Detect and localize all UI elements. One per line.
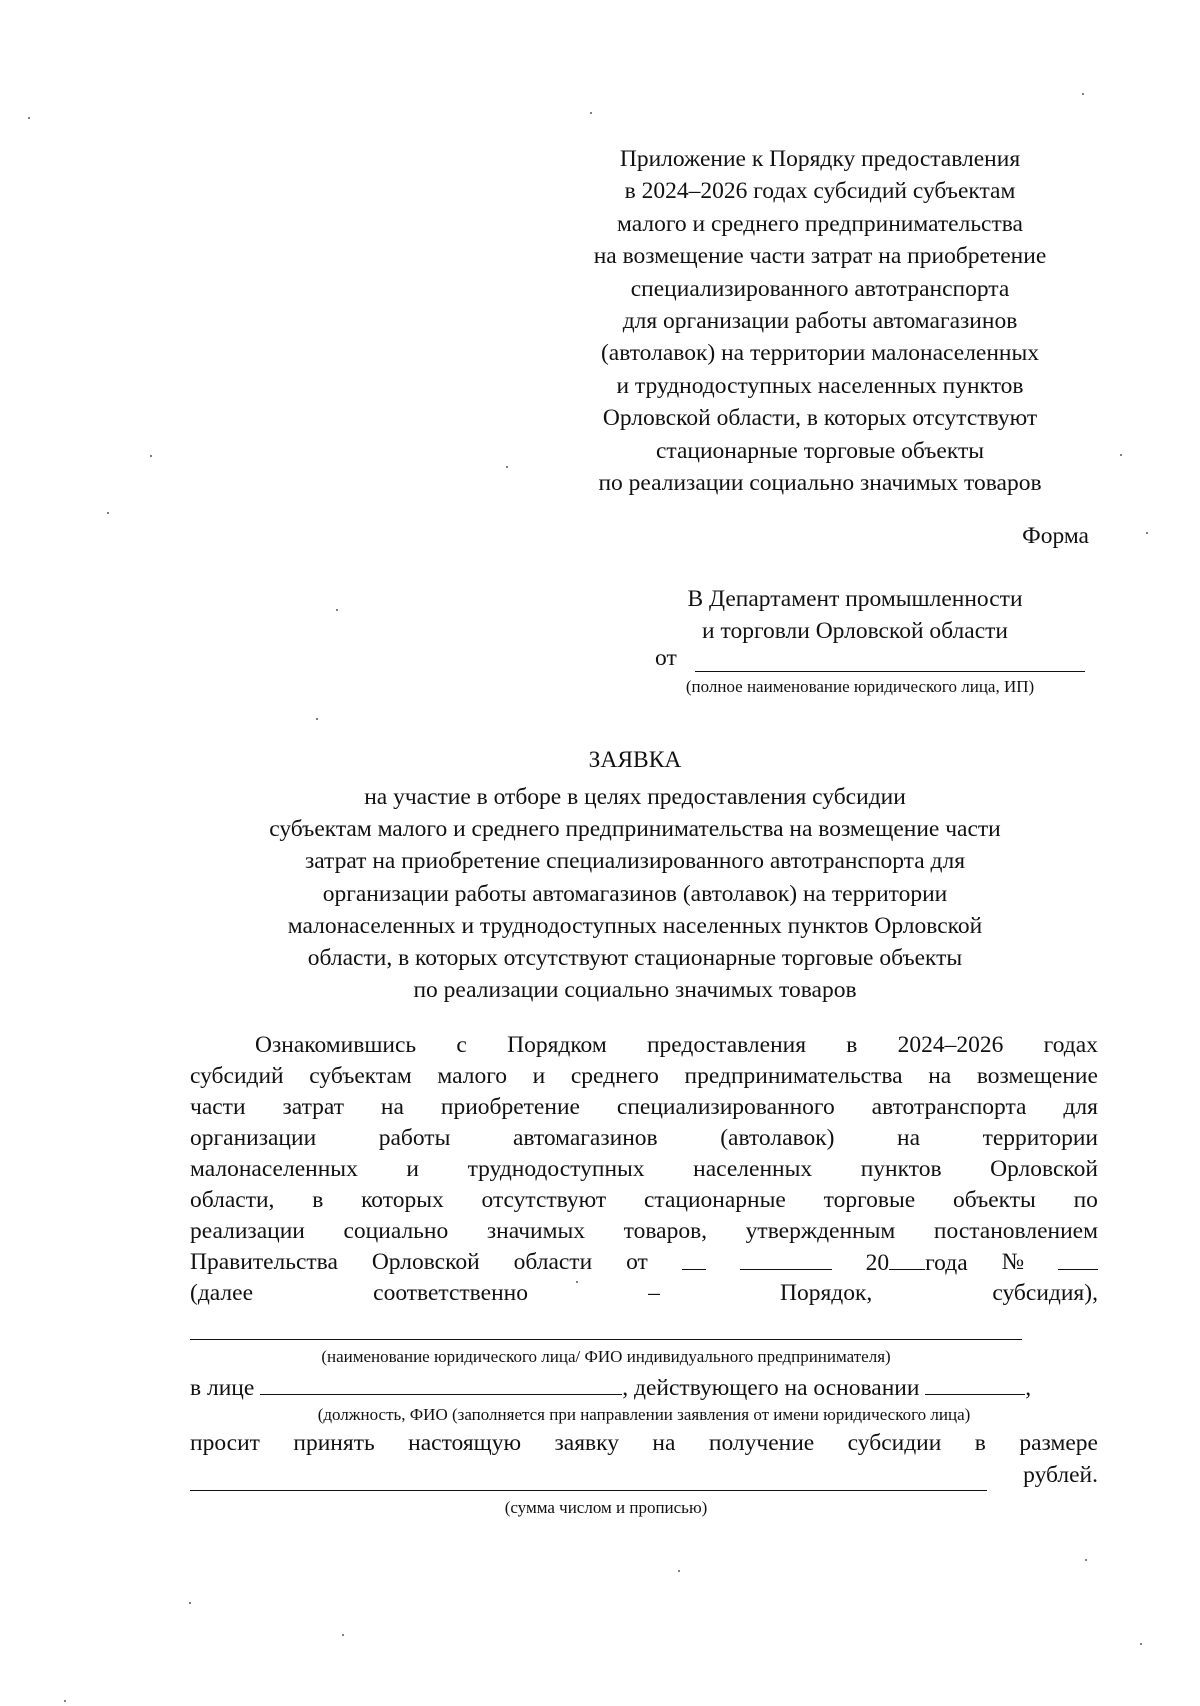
decree-number-blank[interactable] (1058, 1247, 1098, 1270)
body-word: труднодоступных (467, 1156, 645, 1182)
body-word: постановлением (933, 1218, 1098, 1244)
body-word: торговые (823, 1187, 916, 1213)
scan-speck (342, 1634, 344, 1636)
request-word: в (974, 1430, 986, 1456)
addressee-line-2: и торговли Орловской области (702, 618, 1008, 644)
body-word: объекты (952, 1187, 1036, 1213)
body-line (190, 1030, 1098, 1061)
body-word: среднего (570, 1063, 659, 1089)
scan-speck (1082, 93, 1084, 95)
decree-day-blank[interactable] (682, 1247, 706, 1270)
request-line (190, 1430, 1098, 1461)
body-line (190, 1216, 1098, 1247)
decree-word: области (513, 1249, 593, 1275)
body-word: годах (1043, 1032, 1098, 1058)
document-subtitle (200, 781, 1070, 1006)
body-word: затрат (282, 1094, 344, 1120)
request-word: размере (1019, 1430, 1098, 1456)
body-word: Порядком (507, 1032, 607, 1058)
request-word: получение (708, 1430, 815, 1456)
body-word: субъектам (309, 1063, 412, 1089)
body-word: автомагазинов (512, 1125, 658, 1151)
appendix-line: малого и среднего предпринимательства (617, 210, 1023, 237)
resp-word: Порядок, (779, 1280, 873, 1306)
body-word: с (456, 1032, 467, 1058)
request-word: заявку (554, 1430, 619, 1456)
body-word: в (846, 1032, 858, 1058)
scan-speck (107, 512, 109, 514)
body-word: (автолавок) (720, 1125, 835, 1151)
body-word: приобретение (440, 1094, 580, 1120)
scan-speck (506, 466, 508, 468)
body-word: товаров, (623, 1218, 708, 1244)
form-label: Форма (1022, 523, 1089, 549)
scan-speck (189, 1602, 191, 1604)
body-word: утвержденным (745, 1218, 896, 1244)
body-word: территории (982, 1125, 1098, 1151)
representative-blank[interactable] (260, 1372, 622, 1395)
request-word: на (652, 1430, 676, 1456)
appendix-line: по реализации социально значимых товаров (598, 470, 1042, 497)
subtitle-line: области, в которых отсутствуют стационарные торговые объекты (307, 945, 963, 972)
representative-hint: (должность, ФИО (заполняется при направлении заявления от имени юридического лица) (317, 1405, 971, 1424)
basis-blank[interactable] (925, 1372, 1025, 1395)
body-word: малонаселенных (190, 1156, 358, 1182)
subtitle-line: по реализации социально значимых товаров (413, 977, 857, 1004)
body-word: отсутствуют (481, 1187, 607, 1213)
basis-suffix: , (1025, 1375, 1032, 1401)
scan-speck (28, 117, 30, 119)
request-word: просит (190, 1430, 260, 1456)
body-word: и (532, 1063, 546, 1089)
appendix-line: стационарные торговые объекты (655, 437, 985, 464)
body-word: пунктов (860, 1156, 942, 1182)
body-word: предпринимательства (684, 1063, 903, 1089)
appendix-header (570, 143, 1070, 499)
addressee-line-1: В Департамент промышленности (687, 586, 1023, 612)
body-word: работы (378, 1125, 451, 1151)
amount-row (190, 1462, 1098, 1494)
body-word: на (380, 1094, 404, 1120)
scan-speck (678, 1570, 680, 1572)
scan-speck (64, 1700, 66, 1702)
body-paragraph (190, 1030, 1098, 1309)
addressee (655, 583, 1055, 647)
decree-number-sign: № (1001, 1249, 1024, 1275)
resp-word: соответственно (373, 1280, 528, 1306)
subtitle-line: затрат на приобретение специализированного автотранспорта для (304, 848, 966, 875)
decree-year-blank[interactable] (889, 1247, 925, 1270)
request-word: настоящую (408, 1430, 522, 1456)
decree-month-blank[interactable] (740, 1247, 832, 1270)
body-word: по (1073, 1187, 1098, 1213)
decree-line (190, 1247, 1098, 1278)
body-word: возмещение (976, 1063, 1098, 1089)
resp-word: – (648, 1280, 660, 1306)
body-word: социально (343, 1218, 449, 1244)
body-word: области, (190, 1187, 275, 1213)
respectively-line (190, 1278, 1098, 1309)
basis-text: , действующего на основании (622, 1375, 920, 1401)
appendix-line: специализированного автотранспорта (630, 275, 1010, 302)
subtitle-line: субъектам малого и среднего предпринимательства на возмещение части (269, 816, 1001, 843)
from-field-row (655, 645, 1085, 675)
subtitle-line: на участие в отборе в целях предоставления субсидии (364, 784, 906, 810)
body-word: Ознакомившись (255, 1032, 417, 1058)
body-word: реализации (190, 1218, 305, 1244)
body-line (190, 1154, 1098, 1185)
scan-speck (336, 609, 338, 611)
resp-word: (далее (190, 1280, 254, 1306)
scan-speck (1140, 1643, 1142, 1645)
body-word: субсидий (190, 1063, 284, 1089)
scan-speck (1120, 454, 1122, 456)
body-word: части (190, 1094, 246, 1120)
body-word: автотранспорта (871, 1094, 1027, 1120)
representative-prefix: в лице (190, 1375, 255, 1401)
scan-speck (590, 112, 592, 114)
decree-word: Орловской (371, 1249, 480, 1275)
decree-year-word: года (925, 1250, 968, 1276)
representative-line (190, 1372, 1098, 1402)
amount-blank[interactable] (190, 1490, 987, 1491)
appendix-line: на возмещение части затрат на приобретение (593, 243, 1047, 270)
body-word: которых (361, 1187, 444, 1213)
scan-speck (1085, 1559, 1087, 1561)
body-word: специализированного (616, 1094, 835, 1120)
appendix-line: Приложение к Порядку предоставления (619, 146, 1021, 172)
body-word: на (897, 1125, 921, 1151)
from-blank-line[interactable] (695, 671, 1085, 672)
request-word: принять (293, 1430, 375, 1456)
appendix-line: в 2024–2026 годах субсидий субъектам (624, 178, 1016, 205)
document-title: ЗАЯВКА (588, 747, 682, 773)
scan-speck (316, 718, 318, 720)
body-word: предоставления (646, 1032, 807, 1058)
body-line (190, 1185, 1098, 1216)
body-word: и (406, 1156, 419, 1182)
subtitle-line: малонаселенных и труднодоступных населенных пунктов Орловской (287, 912, 983, 939)
from-hint: (полное наименование юридического лица, ИП) (685, 677, 1035, 696)
currency-label: рублей. (1023, 1462, 1098, 1488)
decree-year (866, 1247, 968, 1278)
body-word: организации (190, 1125, 317, 1151)
body-word: в (312, 1187, 324, 1213)
scan-speck (576, 1281, 578, 1283)
appendix-line: Орловской области, в которых отсутствуют (602, 405, 1038, 432)
body-word: населенных (693, 1156, 813, 1182)
scan-speck (1146, 532, 1148, 534)
body-line (190, 1092, 1098, 1123)
request-word: субсидии (847, 1430, 942, 1456)
resp-word: субсидия), (992, 1280, 1098, 1306)
decree-word: Правительства (190, 1249, 338, 1275)
body-word: для (1063, 1094, 1098, 1120)
body-word: значимых (486, 1218, 586, 1244)
subtitle-line: организации работы автомагазинов (автолавок) на территории (322, 880, 948, 907)
appendix-line: для организации работы автомагазинов (622, 308, 1018, 335)
applicant-name-blank[interactable] (190, 1339, 1022, 1340)
appendix-line: (автолавок) на территории малонаселенных (600, 340, 1040, 367)
scan-speck (150, 455, 152, 457)
decree-year-prefix: 20 (865, 1250, 890, 1276)
body-line (190, 1123, 1098, 1154)
body-word: 2024–2026 (897, 1032, 1004, 1058)
body-line (190, 1061, 1098, 1092)
amount-hint: (сумма числом и прописью) (504, 1498, 708, 1517)
applicant-name-hint: (наименование юридического лица/ ФИО индивидуального предпринимателя) (321, 1347, 891, 1366)
from-label: от (655, 645, 677, 671)
decree-word: от (626, 1249, 648, 1275)
body-word: стационарные (643, 1187, 786, 1213)
body-word: Орловской (990, 1156, 1098, 1182)
body-word: малого (437, 1063, 508, 1089)
appendix-line: и труднодоступных населенных пунктов (616, 372, 1024, 399)
body-word: на (928, 1063, 952, 1089)
